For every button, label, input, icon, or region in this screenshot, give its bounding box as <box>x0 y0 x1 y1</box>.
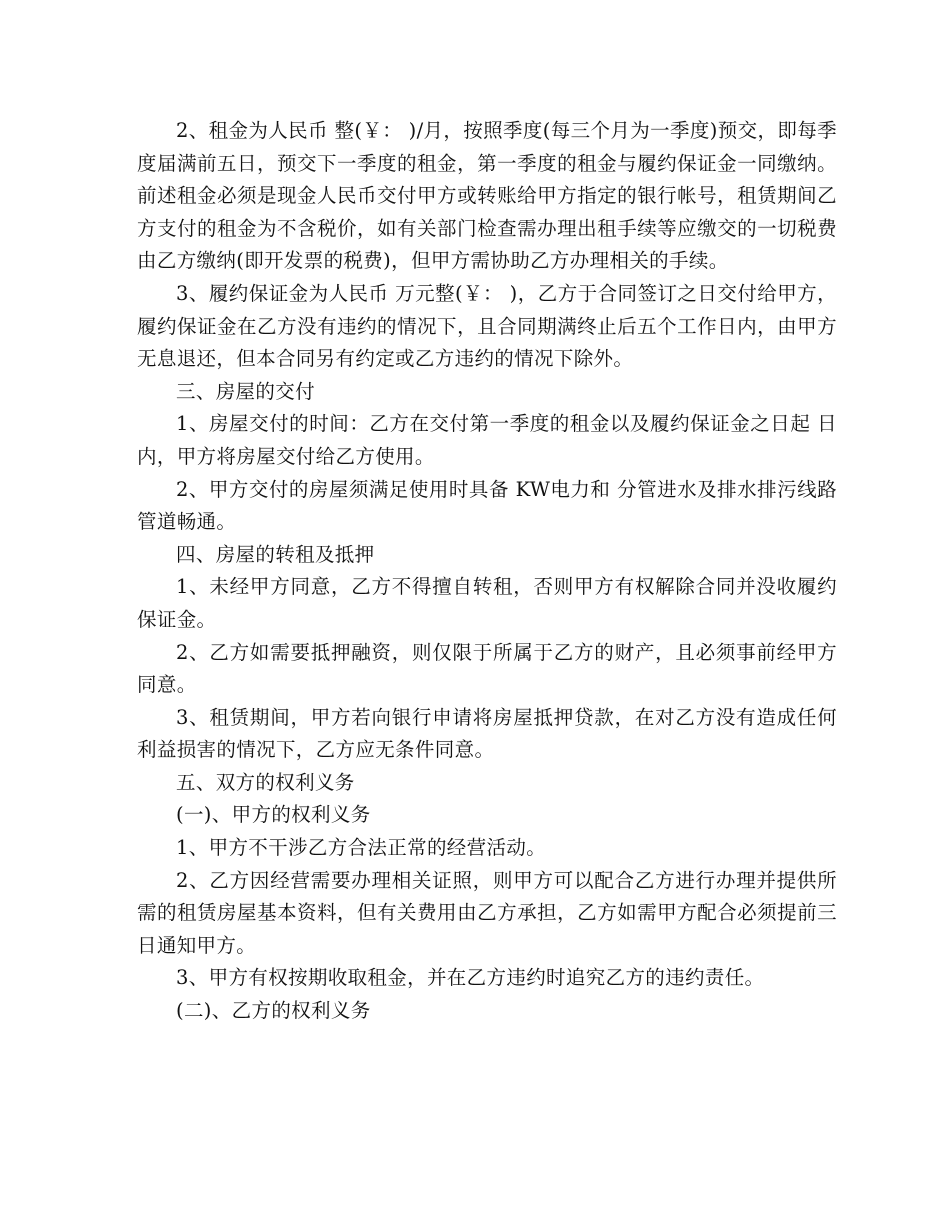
section-heading-rights-obligations: 五、双方的权利义务 <box>176 770 355 794</box>
paragraph-delivery-conditions: 2、甲方交付的房屋须满足使用时具备 KW电力和 分管进水及排水排污线路管道畅通。 <box>137 477 837 534</box>
paragraph-mortgage-financing: 2、乙方如需要抵押融资，则仅限于所属于乙方的财产，且必须事前经甲方同意。 <box>137 640 837 697</box>
document-body <box>137 115 837 1028</box>
paragraph-party-a-rent-collection: 3、甲方有权按期收取租金，并在乙方违约时追究乙方的违约责任。 <box>176 966 765 990</box>
paragraph-bank-mortgage: 3、租赁期间，甲方若向银行申请将房屋抵押贷款，在对乙方没有造成任何利益损害的情况下，乙方应无条件同意。 <box>137 705 837 762</box>
subsection-heading-party-a: (一)、甲方的权利义务 <box>176 803 371 827</box>
paragraph-party-a-license-assistance: 2、乙方因经营需要办理相关证照，则甲方可以配合乙方进行办理并提供所需的租赁房屋基本资料，但有关费用由乙方承担，乙方如需甲方配合必须提前三日通知甲方。 <box>137 868 837 957</box>
paragraph-rent-amount: 2、租金为人民币 整(￥： )/月，按照季度(每三个月为一季度)预交，即每季度届满前五日，预交下一季度的租金，第一季度的租金与履约保证金一同缴纳。前述租金必须是现金人民币交付甲方或转账给甲方指定的银行帐号，租赁期间乙方支付的租金为不含税价，如有关部门检查需办理出租手续等应缴交的一切税费由乙方缴纳(即开发票的税费)，但甲方需协助乙方办理相关的手续。 <box>137 119 837 273</box>
paragraph-performance-deposit: 3、履约保证金为人民币 万元整(￥： )，乙方于合同签订之日交付给甲方，履约保证金在乙方没有违约的情况下，且合同期满终止后五个工作日内，由甲方无息退还，但本合同另有约定或乙方违约的情况下除外。 <box>137 281 837 371</box>
paragraph-party-a-non-interference: 1、甲方不干涉乙方合法正常的经营活动。 <box>176 836 547 860</box>
paragraph-sublease-consent: 1、未经甲方同意，乙方不得擅自转租，否则甲方有权解除合同并没收履约保证金。 <box>137 575 837 631</box>
paragraph-delivery-time: 1、房屋交付的时间：乙方在交付第一季度的租金以及履约保证金之日起 日内，甲方将房屋交付给乙方使用。 <box>137 412 837 468</box>
section-heading-sublease-mortgage: 四、房屋的转租及抵押 <box>176 542 375 566</box>
section-heading-house-delivery: 三、房屋的交付 <box>176 379 315 403</box>
subsection-heading-party-b: (二)、乙方的权利义务 <box>176 999 371 1023</box>
